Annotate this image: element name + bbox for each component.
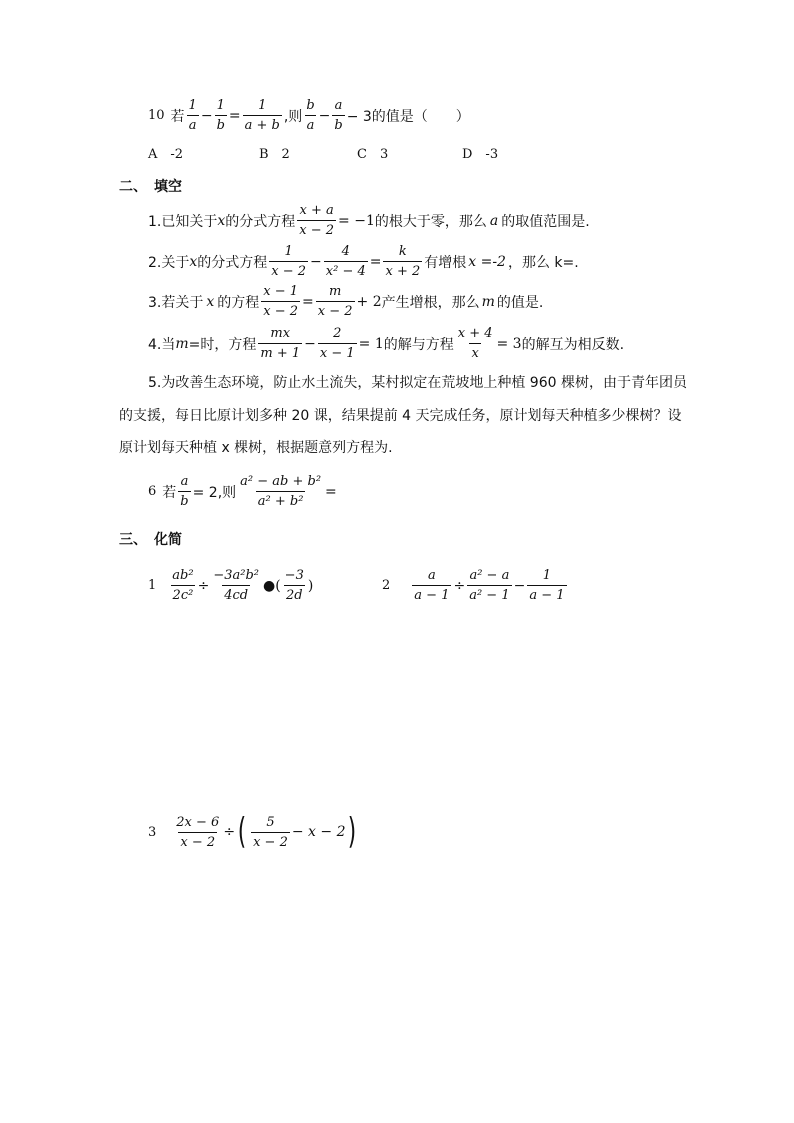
fraction: $\frac{b}{a}$ <box>306 98 315 133</box>
fraction: $\frac{1}{a + b}$ <box>244 98 280 133</box>
option-b: B 2 <box>259 147 290 162</box>
fill-question-1: 1.已知关于 x 的分式方程 $\frac{x + a}{x - 2}$ = −1 的根大于零，那么 a 的取值范围是. <box>148 203 590 238</box>
fill-question-6: 6 若 $\frac{a}{b}$ = 2,则 $\frac{\text{a² − ab + b²}}{\text{a² + b²}}$ = <box>148 474 337 509</box>
question-10: 10 若 $\frac{1}{a}$ − $\frac{1}{b}$ = $\frac{1}{a + b}$ ,则 $\frac{b}{a}$ − $\frac{a}{b}$ − 3的值是（ ） <box>148 98 470 133</box>
option-c: C 3 <box>357 147 389 162</box>
option-a: A -2 <box>148 147 184 162</box>
simplify-problem-3: 3 $\frac{2x - 6}{x - 2}$ ÷ ( $\frac{5}{x - 2}$ − x − 2 ) <box>148 811 357 852</box>
fraction: $\frac{1}{b}$ <box>216 98 225 133</box>
fill-question-5-line-1: 5.为改善生态环境，防止水土流失，某村拟定在荒坡地上种植 960 棵树，由于青年团员 <box>148 375 687 391</box>
text: 若 <box>170 108 185 125</box>
fill-question-4: 4.当 m =时，方程 $\frac{mx}{m + 1}$ − $\frac{2}{x - 1}$ = 1 的解与方程 $\frac{x + 4}{x}$ = 3 的解互为相反数. <box>148 326 625 361</box>
section-title: 二、 填空 <box>119 179 182 195</box>
section-title: 三、 化简 <box>119 532 182 548</box>
fill-question-2: 2.关于 x 的分式方程 $\frac{1}{x - 2}$ − $\frac{4}{\text{x² − 4}}$ = $\frac{k}{x + 2}$ 有增根 x =-2 ，那么 k=. <box>148 244 579 279</box>
fill-question-3: 3.若关于 x 的方程 $\frac{x - 1}{x - 2}$ = $\frac{m}{x - 2}$ + 2 产生增根，那么 m 的值是. <box>148 284 544 319</box>
fraction: $\frac{1}{a}$ <box>188 98 197 133</box>
fraction: $\frac{a}{b}$ <box>334 98 343 133</box>
question-number: 10 <box>148 108 165 123</box>
simplify-problem-1: 1 $\frac{\text{ab²}}{\text{2c²}}$ ÷ $\frac{\text{−3a²b²}}{4cd}$ ● ( $\frac{-3}{2d}$ ) <box>148 568 314 603</box>
fill-question-5-line-3: 原计划每天种植 x 棵树，根据题意列方程为. <box>119 440 393 456</box>
simplify-problem-2: 2 $\frac{a}{a - 1}$ ÷ $\frac{\text{a² − a}}{\text{a² − 1}}$ − $\frac{1}{a - 1}$ <box>382 568 565 603</box>
text: − 3的值是（ ） <box>346 108 470 125</box>
text: ,则 <box>283 108 303 125</box>
fill-question-5-line-2: 的支援，每日比原计划多种 20 课，结果提前 4 天完成任务，原计划每天种植多少棵树？设 <box>119 408 682 424</box>
option-d: D -3 <box>462 147 499 162</box>
